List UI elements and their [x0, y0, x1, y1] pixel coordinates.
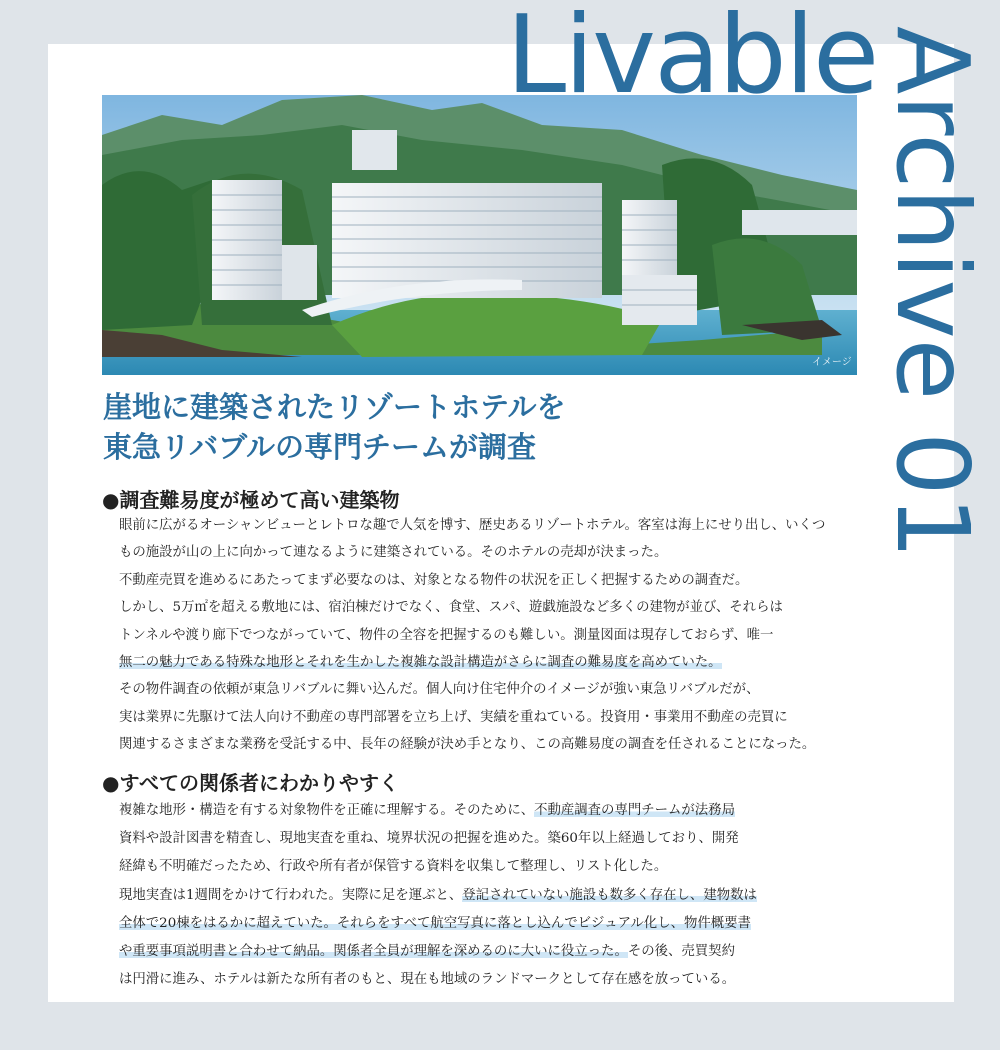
- title-livable: Livable: [506, 0, 878, 118]
- title-archive-01: Archive 01: [874, 26, 991, 560]
- highlight-span: 無二の魅力である特殊な地形とそれを生かした複雑な設計構造がさらに調査の難易度を高めていた。: [119, 654, 722, 670]
- section-2-body: [119, 797, 864, 994]
- resort-hotel-photo: [102, 95, 857, 375]
- headline-line-1: 崖地に建築されたリゾートホテルを: [103, 390, 566, 424]
- body-line-highlighted: [119, 649, 864, 676]
- body-line: [119, 797, 864, 825]
- highlight-span: 全体で20棟をはるかに超えていた。それらをすべて航空写真に落とし込んでビジュアル化し、物件概要書: [119, 915, 751, 931]
- highlight-span: 不動産調査の専門チームが法務局: [534, 803, 735, 818]
- body-text: 現地実査は1週間をかけて行われた。実際に足を運ぶと、: [119, 887, 463, 903]
- body-line: [119, 938, 864, 966]
- body-line: トンネルや渡り廊下でつながっていて、物件の全容を把握するのも難しい。測量図面は現存しておらず、唯一: [119, 627, 774, 643]
- body-line: [119, 882, 864, 910]
- body-line: その物件調査の依頼が東急リバブルに舞い込んだ。個人向け住宅仲介のイメージが強い東急リバブルだが、: [119, 682, 760, 698]
- body-line: 経緯も不明確だったため、行政や所有者が保管する資料を収集して整理し、リスト化した。: [119, 859, 668, 875]
- body-line: 実は業界に先駆けて法人向け不動産の専門部署を立ち上げ、実績を重ねている。投資用・事業用不動産の売買に: [119, 709, 788, 725]
- body-line: 関連するさまざまな業務を受託する中、長年の経験が決め手となり、この高難易度の調査を任されることになった。: [119, 737, 816, 753]
- body-line-highlighted: [119, 910, 864, 938]
- headline-line-2: 東急リバブルの専門チームが調査: [103, 430, 536, 464]
- body-line: もの施設が山の上に向かって連なるように建築されている。そのホテルの売却が決まった。: [119, 545, 668, 561]
- photo-credit: イメージ: [812, 357, 852, 368]
- body-line: 不動産売買を進めるにあたってまず必要なのは、対象となる物件の状況を正しく把握するための調査だ。: [119, 572, 749, 588]
- highlight-span: 登記されていない施設も数多く存在し、建物数は: [462, 887, 757, 903]
- body-line: 資料や設計図書を精査し、現地実査を重ね、境界状況の把握を進めた。築60年以上経過しており、開発: [119, 831, 739, 847]
- section-1-heading: ●調査難易度が極めて高い建築物: [102, 488, 400, 512]
- section-1-body: [119, 512, 864, 759]
- body-line: 眼前に広がるオーシャンビューとレトロな趣で人気を博す、歴史あるリゾートホテル。客室は海上にせり出し、いくつ: [119, 518, 826, 533]
- body-text: 複雑な地形・構造を有する対象物件を正確に理解する。そのために、: [119, 803, 535, 818]
- body-line: しかし、5万㎡を超える敷地には、宿泊棟だけでなく、食堂、スパ、遊戯施設など多くの建物が並び、それらは: [119, 600, 783, 616]
- body-text: その後、売買契約: [627, 943, 735, 959]
- body-line: は円滑に進み、ホテルは新たな所有者のもと、現在も地域のランドマークとして存在感を放っている。: [119, 972, 736, 988]
- headline: [103, 387, 863, 467]
- highlight-span: や重要事項説明書と合わせて納品。関係者全員が理解を深めるのに大いに役立った。: [119, 943, 628, 959]
- section-2-heading: ●すべての関係者にわかりやすく: [102, 771, 400, 795]
